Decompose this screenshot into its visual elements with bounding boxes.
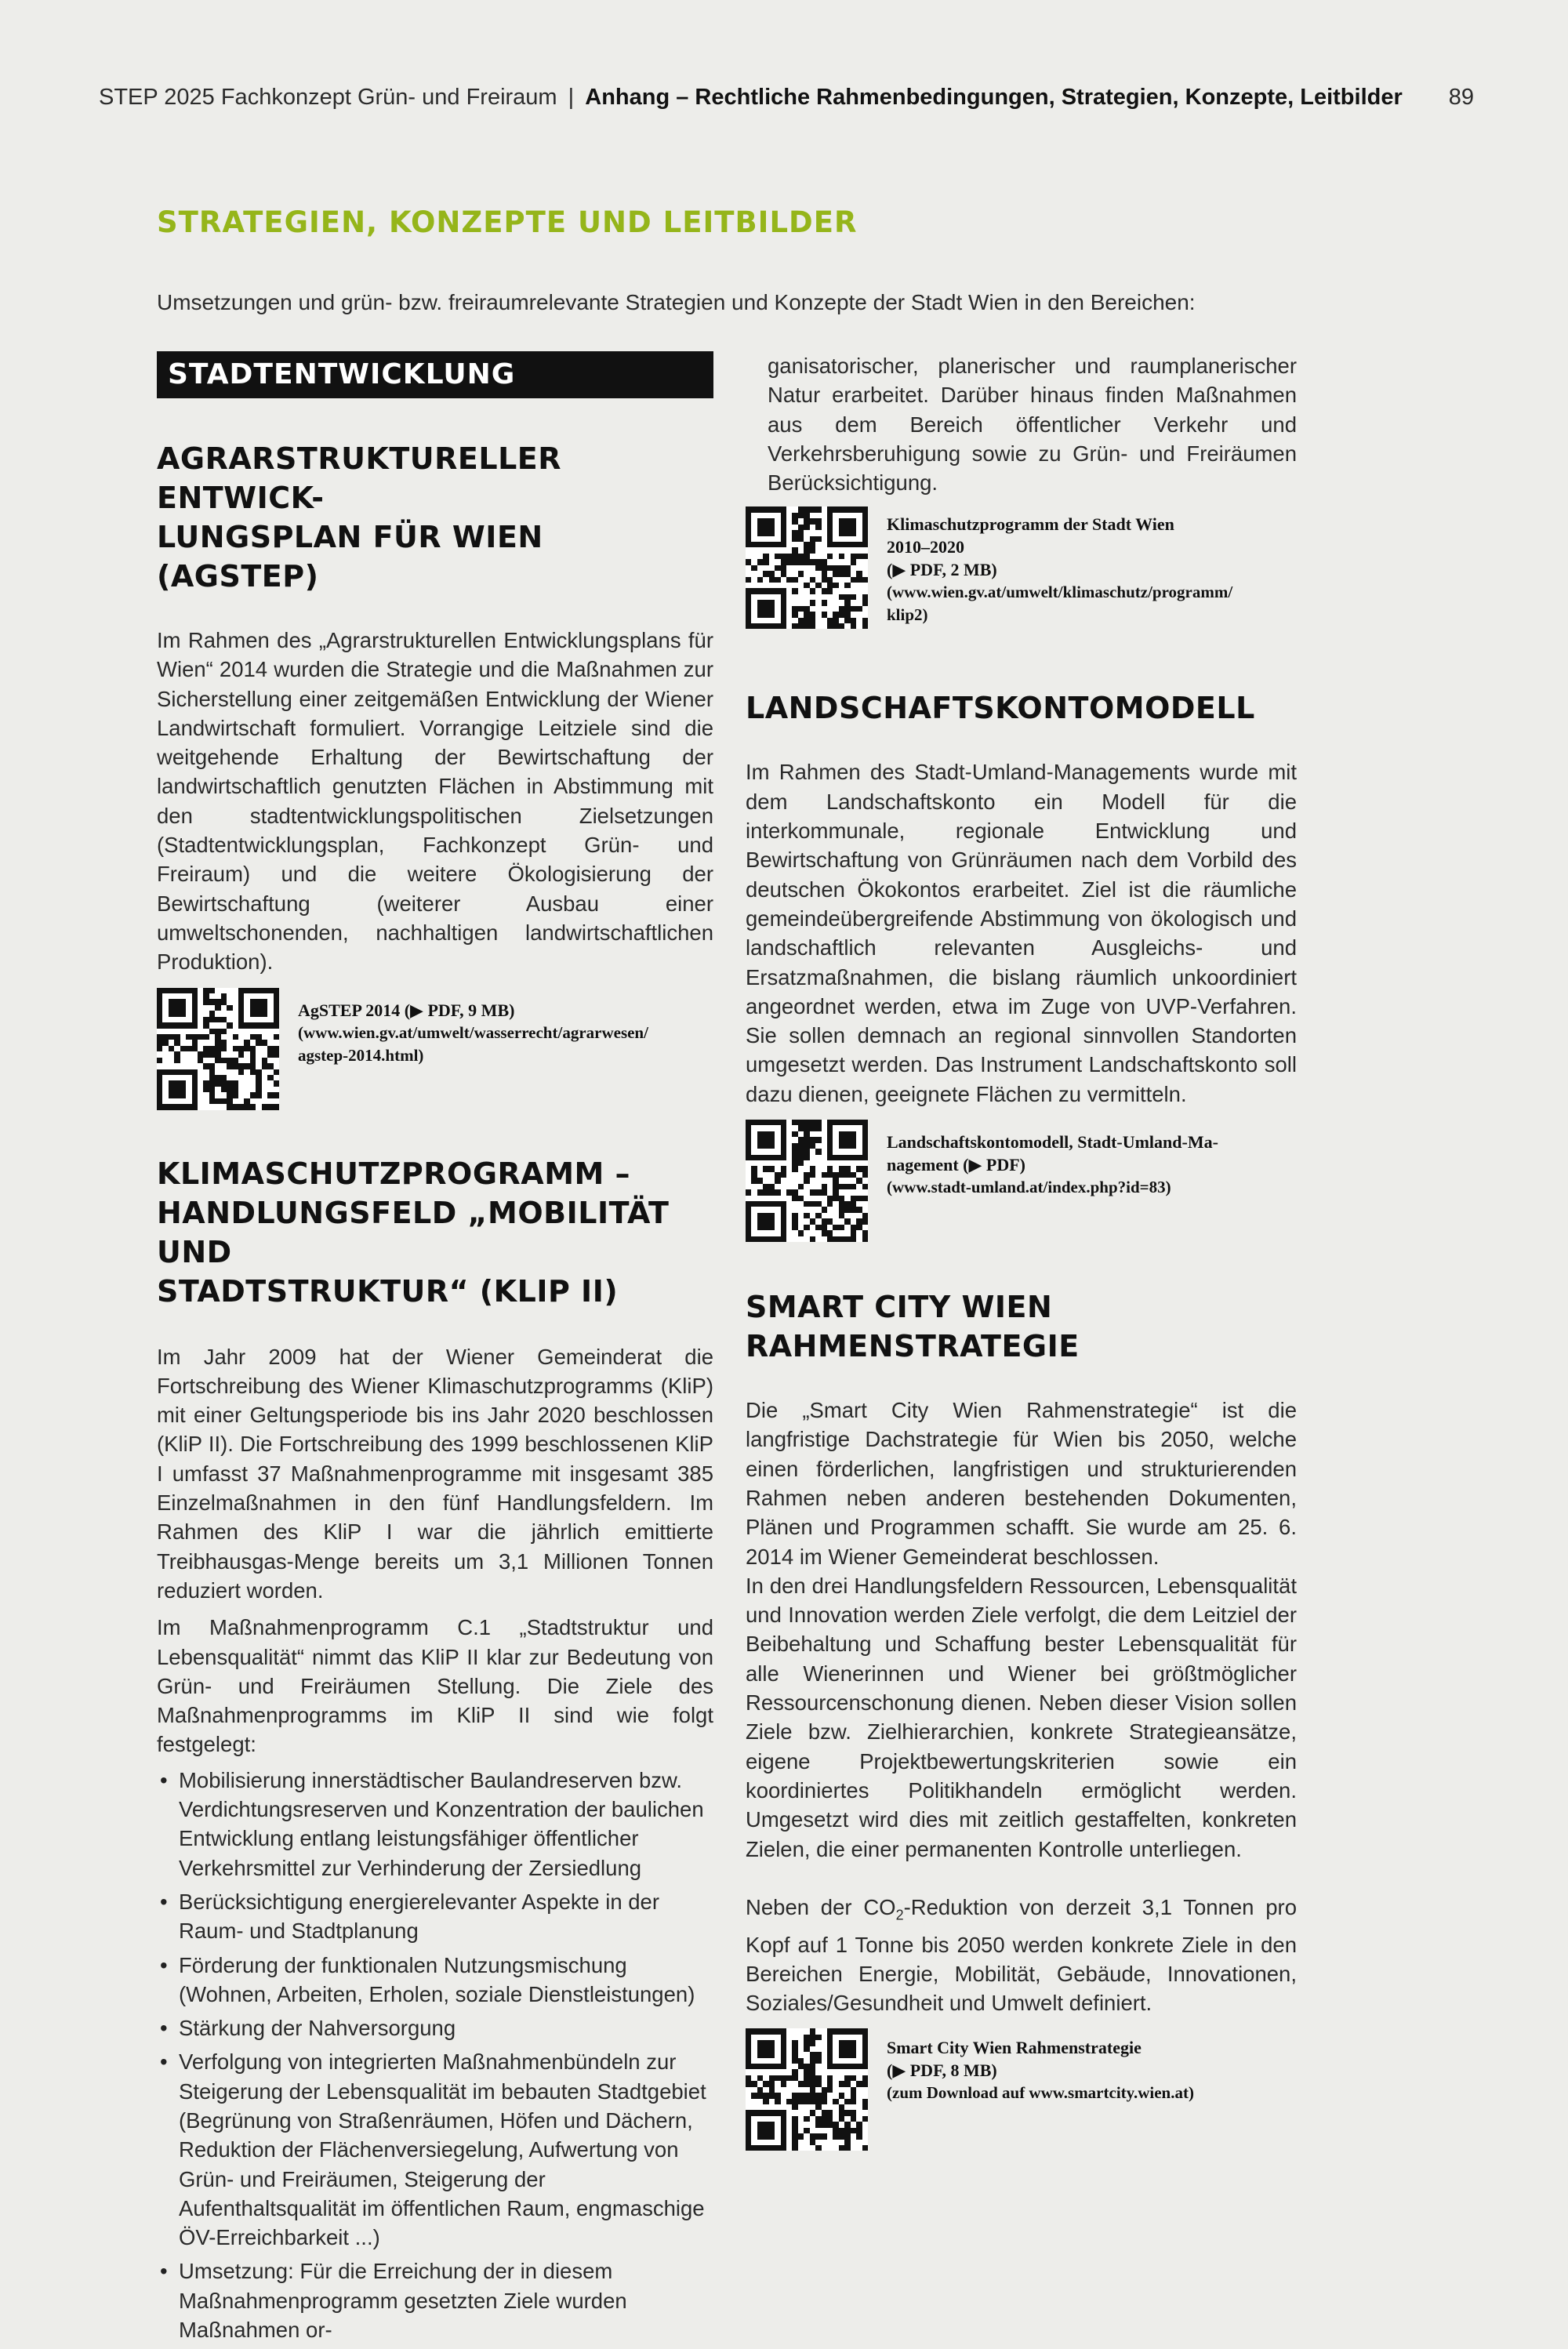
agstep-heading xyxy=(157,439,713,596)
klip-ref-title-1[interactable]: Klimaschutzprogramm der Stadt Wien xyxy=(887,514,1174,535)
agstep-reference xyxy=(157,988,713,1110)
landschaft-body: Im Rahmen des Stadt-Umland-Managements wurde mit dem Landschaftskonto ein Modell für die interkommunale, regionale Entwicklung und Bewirtschaftung von Grünräumen nach dem Vorbild des deutschen Ökokontos erarbeitet. Ziel ist die räumliche gemeindeübergreifende Abstimmung von ökologisch und landschaftlich relevanten Ausgleichs- und Ersatzmaßnahmen, die bislang räumlich unkoordiniert angeordnet werden, etwa im Zuge von UVP-Verfahren. Sie sollen demnach an regional sinnvollen Standorten umgesetzt werden. Das Instrument Landschaftskonto soll dazu dienen, geeignete Flächen zu vermitteln. xyxy=(746,760,1297,1106)
landschaft-ref-title-1[interactable]: Landschaftskontomodell, Stadt-Umland-Ma- xyxy=(887,1132,1218,1153)
list-item: • Umsetzung: Für die Erreichung der in diesem Maßnahmenprogramm gesetzten Ziele wurden Maßnahmen or- xyxy=(157,2256,713,2344)
landschaft-heading: LANDSCHAFTSKONTOMODELL xyxy=(746,691,1255,726)
right-column xyxy=(746,351,1297,2151)
klip-continuation: ganisatorischer, planerischer und raumplanerischer Natur erarbeitet. Darüber hinaus finden Maßnahmen aus dem Bereich öffentlicher Verkehr und Verkehrsberuhigung sowie zu Grün- und Freiräumen Berücksichtigung. xyxy=(768,354,1297,496)
klip-goals-list xyxy=(157,1766,713,2345)
agstep-heading-line-1: AGRARSTRUKTURELLER ENTWICK- xyxy=(157,441,562,515)
list-item: • Berücksichtigung energierelevanter Aspekte in der Raum- und Stadtplanung xyxy=(157,1887,713,1946)
klip-heading-line-1: KLIMASCHUTZPROGRAMM – xyxy=(157,1156,631,1191)
page-number: 89 xyxy=(1448,85,1474,110)
list-item: • Stärkung der Nahversorgung xyxy=(157,2013,713,2042)
intro-text: Umsetzungen und grün- bzw. freiraumrelevante Strategien und Konzepte der Stadt Wien in den Bereichen: xyxy=(157,290,1196,314)
klip-body-2: Im Maßnahmenprogramm C.1 „Stadtstruktur und Lebensqualität“ nimmt das KliP II klar zur Bedeutung von Grün- und Freiräumen Stellung. Die Ziele des Maßnahmenprogramms im KliP II sind wie folgt festgelegt: xyxy=(157,1615,713,1757)
page-title: STRATEGIEN, KONZEPTE UND LEITBILDER xyxy=(157,205,858,239)
klip-reference xyxy=(746,506,1297,629)
agstep-ref-title[interactable]: AgSTEP 2014 (▶ PDF, 9 MB) xyxy=(298,1000,515,1020)
smart-city-ref-url[interactable]: (zum Download auf www.smartcity.wien.at) xyxy=(887,2083,1194,2103)
header-document-title: STEP 2025 Fachkonzept Grün- und Freiraum xyxy=(99,85,557,110)
landschaft-section xyxy=(746,688,1297,1242)
smart-city-section xyxy=(746,1287,1297,2151)
smart-city-body-3: Neben der $CO_2$-Reduktion von derzeit 3,1 Tonnen pro Kopf auf 1 Tonne bis 2050 werden konkrete Ziele in den Bereichen Energie, Mobilität, Gebäude, Innovationen, Soziales/Gesundheit und Umwelt definiert. xyxy=(746,1894,1297,2016)
landschaft-ref-url[interactable]: (www.stadt-umland.at/index.php?id=83) xyxy=(887,1178,1171,1197)
agstep-ref-url-2[interactable]: agstep-2014.html) xyxy=(298,1045,424,1065)
smart-city-ref-title-1[interactable]: Smart City Wien Rahmenstrategie xyxy=(887,2038,1142,2058)
smart-city-heading-line-1: SMART CITY WIEN xyxy=(746,1290,1053,1325)
klip-ref-title-3[interactable]: (▶ PDF, 2 MB) xyxy=(887,560,997,580)
klip-ref-url-2[interactable]: klip2) xyxy=(887,605,928,625)
agstep-section xyxy=(157,439,713,1110)
agstep-body: Im Rahmen des „Agrarstrukturellen Entwicklungsplans für Wien“ 2014 wurden die Strategie und die Maßnahmen zur Sicherstellung einer zeitgemäßen Entwicklung der Wiener Landwirtschaft formuliert. Vorrangige Leitziele sind die weitgehende Erhaltung der Bewirtschaftung der landwirtschaftlich genutzten Flächen in Abstimmung mit den stadtentwicklungspolitischen Zielsetzungen (Stadtentwicklungsplan, Fachkonzept Grün- und Freiraum) und die weitere Ökologisierung der Bewirtschaftung (weiterer Ausbau einer umweltschonenden, nachhaltigen landwirtschaftlichen Produktion). xyxy=(157,628,713,975)
left-column xyxy=(157,351,713,2349)
klip-ref-title-2[interactable]: 2010–2020 xyxy=(887,537,964,557)
smart-city-ref-title-2[interactable]: (▶ PDF, 8 MB) xyxy=(887,2060,997,2081)
list-item: • Verfolgung von integrierten Maßnahmenbündeln zur Steigerung der Lebensqualität im bebauten Stadtgebiet (Begrünung von Straßenräumen, Höfen und Dächern, Reduktion der Flächenversiegelung, Aufwertung von Grün- und Freiräumen, Steigerung der Aufenthaltsqualität im öffentlichen Raum, engmaschige ÖV-Erreichbarkeit ...) xyxy=(157,2047,713,2252)
landschaft-reference xyxy=(746,1120,1297,1242)
klip-continuation-block xyxy=(746,351,1297,629)
running-header xyxy=(99,82,1474,113)
smart-city-body-1: Die „Smart City Wien Rahmenstrategie“ ist die langfristige Dachstrategie für Wien bis 2050, welche einen förderlichen, langfristigen und strukturierenden Rahmen neben anderen bestehenden Dokumenten, Plänen und Programmen schafft. Sie wurde am 25. 6. 2014 im Wiener Gemeinderat beschlossen. xyxy=(746,1398,1297,1569)
qr-code-icon[interactable] xyxy=(746,2028,868,2151)
list-item: • Mobilisierung innerstädtischer Baulandreserven bzw. Verdichtungsreserven und Konzentration der baulichen Entwicklung entlang leistungsfähiger öffentlicher Verkehrsmittel zur Verhinderung der Zersiedlung xyxy=(157,1766,713,1882)
landschaft-ref-title-2[interactable]: nagement (▶ PDF) xyxy=(887,1155,1025,1175)
klip-heading xyxy=(157,1154,713,1311)
header-section-title: Anhang – Rechtliche Rahmenbedingungen, Strategien, Konzepte, Leitbilder xyxy=(585,85,1403,110)
smart-city-body-2: In den drei Handlungsfeldern Ressourcen, Lebensqualität und Innovation werden Ziele verfolgt, die dem Leitziel der Beibehaltung und Schaffung bester Lebensqualität für alle Wienerinnen und Wiener bei größtmöglicher Ressourcenschonung dienen. Neben dieser Vision sollen Ziele bzw. Zielhierarchien, konkrete Strategieansätze, eigene Projektbewertungskriterien sowie ein koordiniertes Politikhandeln ermöglicht werden. Umgesetzt wird dies mit zeitlich gestaffelten, konkreten Zielen, die einer permanenten Kontrolle unterliegen. xyxy=(746,1573,1297,1861)
qr-code-icon[interactable] xyxy=(157,988,279,1110)
smart-city-reference xyxy=(746,2028,1297,2151)
klip-body-1: Im Jahr 2009 hat der Wiener Gemeinderat die Fortschreibung des Wiener Klimaschutzprogramms (KliP) mit einer Geltungsperiode bis ins Jahr 2020 beschlossen (KliP II). Die Fortschreibung des 1999 beschlossenen KliP I umfasst 37 Maßnahmenprogramme mit insgesamt 385 Einzelmaßnahmen in den fünf Handlungsfeldern. Im Rahmen des KliP I war die jährlich emittierte Treibhausgas-Menge bereits um 3,1 Millionen Tonnen reduziert worden. xyxy=(157,1344,713,1603)
agstep-heading-line-2: LUNGSPLAN FÜR WIEN (AGSTEP) xyxy=(157,520,543,594)
smart-city-heading-line-2: RAHMENSTRATEGIE xyxy=(746,1329,1080,1364)
section-bar-stadtentwicklung: STADTENTWICKLUNG xyxy=(157,351,713,398)
klip-ref-url-1[interactable]: (www.wien.gv.at/umwelt/klimaschutz/programm/ xyxy=(887,583,1233,602)
qr-code-icon[interactable] xyxy=(746,506,868,629)
agstep-ref-url-1[interactable]: (www.wien.gv.at/umwelt/wasserrecht/agrarwesen/ xyxy=(298,1022,648,1042)
klip-section xyxy=(157,1154,713,2345)
klip-heading-line-3: STADTSTRUKTUR“ (KLIP II) xyxy=(157,1273,619,1309)
klip-heading-line-2: HANDLUNGSFELD „MOBILITÄT UND xyxy=(157,1195,670,1269)
list-item: • Förderung der funktionalen Nutzungsmischung (Wohnen, Arbeiten, Erholen, soziale Dienstleistungen) xyxy=(157,1951,713,2010)
smart-city-heading xyxy=(746,1287,1297,1366)
header-separator: | xyxy=(568,85,575,110)
qr-code-icon[interactable] xyxy=(746,1120,868,1242)
